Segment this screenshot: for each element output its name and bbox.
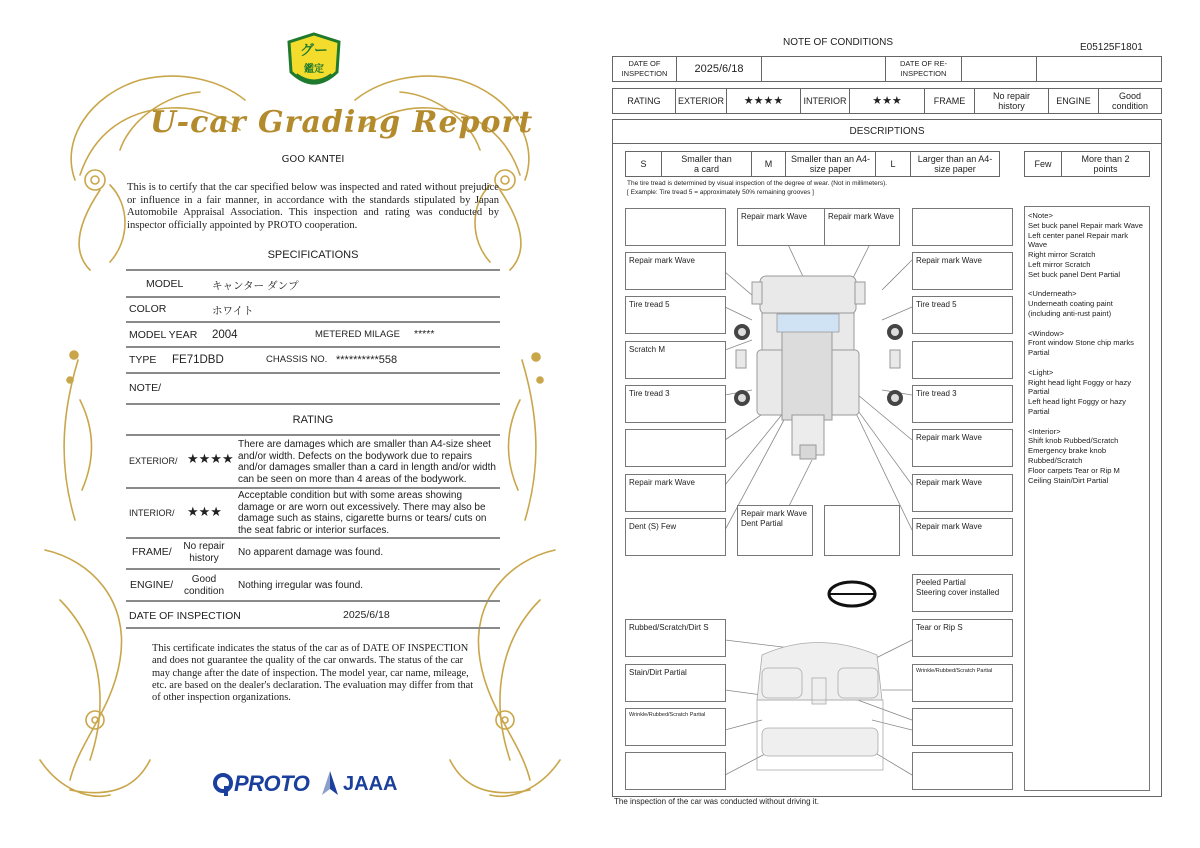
certificate-footnote: This certificate indicates the status of the car as of DATE OF INSPECTION and does not guarantee the quality of the car onwards. The status of the car may change after the date of inspection. The model year, car name, mileage, etc. are based on the dealer's declaration. The evaluation may differ from that of other inspection organizations. <box>152 643 474 704</box>
specifications-title: SPECIFICATIONS <box>267 249 359 261</box>
engine-label: ENGINE/ <box>130 579 174 591</box>
engine-description: Nothing irregular was found. <box>238 580 364 591</box>
interior-stars: ★★★ <box>850 89 925 113</box>
box-interior-right-3 <box>912 708 1013 746</box>
exterior-stars: ★★★★ <box>727 89 801 113</box>
conditions-title: NOTE OF CONDITIONS <box>783 37 893 48</box>
proto-logo <box>212 770 309 798</box>
tire-note: The tire tread is determined by visual inspection of the degree of wear. (Not in millimeters). <box>627 180 888 187</box>
date-value: 2025/6/18 <box>343 609 390 621</box>
chassis-value: **********558 <box>336 354 398 366</box>
box-right-1: Repair mark Wave <box>912 252 1013 290</box>
box-interior-left-3: Wrinkle/Rubbed/Scratch Partial <box>625 708 726 746</box>
box-right-5: Repair mark Wave <box>912 429 1013 467</box>
box-right-6: Repair mark Wave <box>912 474 1013 512</box>
date-blank-1 <box>762 57 886 81</box>
interior-description: Acceptable condition but with some areas showing damage or are worn out excessively. There may also be damage such as stains, cigarette burns or tears/ cuts on the seat fabric or interior surfaces. <box>238 490 487 536</box>
engine-label: ENGINE <box>1049 89 1099 113</box>
rating-label: RATING <box>613 89 676 113</box>
date-inspection-label: DATE OF INSPECTION <box>613 57 677 81</box>
box-left-3: Scratch M <box>625 341 726 379</box>
box-interior-right-4 <box>912 752 1013 790</box>
metered-label: METERED MILAGE <box>315 329 400 340</box>
box-left-2: Tire tread 5 <box>625 296 726 334</box>
legend-l-desc: Larger than an A4-size paper <box>917 154 993 174</box>
frame-label: FRAME/ <box>132 546 172 558</box>
legend-few: Few <box>1025 152 1062 176</box>
box-right-3 <box>912 341 1013 379</box>
engine-value: Good condition <box>1111 91 1149 111</box>
jaaa-logo-text: JAAA <box>343 772 398 795</box>
conditions-footer: The inspection of the car was conducted without driving it. <box>614 797 819 806</box>
box-left-7: Dent (S) Few <box>625 518 726 556</box>
box-right-2: Tire tread 5 <box>912 296 1013 334</box>
box-interior-left-2: Stain/Dirt Partial <box>625 664 726 702</box>
box-left-6: Repair mark Wave <box>625 474 726 512</box>
rating-title: RATING <box>292 414 334 426</box>
interior-label: INTERIOR <box>801 89 850 113</box>
frame-description: No apparent damage was found. <box>238 547 384 558</box>
box-top-2: Repair mark Wave <box>737 208 838 246</box>
exterior-label: EXTERIOR/ <box>129 456 178 466</box>
box-bottom-2: Repair mark Wave Dent Partial <box>737 505 813 556</box>
box-left-1: Repair mark Wave <box>625 252 726 290</box>
exterior-description: There are damages which are smaller than A4-size sheet and/or width. Defects on the bodywork due to repairs and/or damages smaller than a card in length and/or width can be seen on more than 4 areas of the bodywork. <box>238 439 496 485</box>
certificate-intro: This is to certify that the car specified below was inspected and rated without prejudice or influence in a fair manner, in accordance with the standards stipulated by Japan Automobile Appraisal Association. This inspection and rating was conducted by inspector officially appointed by PROTO cooperation. <box>127 182 499 231</box>
legend-m-desc: Smaller than an A4-size paper <box>786 152 876 176</box>
brand-name: GOO KANTEI <box>281 154 345 165</box>
frame-value: No repair history <box>183 541 225 564</box>
box-top-4 <box>912 208 1013 246</box>
certificate-title: U-car Grading Report <box>150 105 534 140</box>
frame-value: No repair history <box>975 89 1049 113</box>
box-interior-right-2: Wrinkle/Rubbed/Scratch Partial <box>912 664 1013 702</box>
box-right-4: Tire tread 3 <box>912 385 1013 423</box>
model-year-value: 2004 <box>212 329 238 341</box>
box-interior-left-4 <box>625 752 726 790</box>
date-blank-2 <box>962 57 1037 81</box>
legend-s-desc: Smaller than a card <box>662 152 752 176</box>
report-code: E05125F1801 <box>1080 42 1143 53</box>
model-year-label: MODEL YEAR <box>129 329 198 341</box>
steering-wheel-icon <box>829 582 875 606</box>
chassis-label: CHASSIS NO. <box>266 354 328 365</box>
descriptions-title: DESCRIPTIONS <box>613 120 1161 144</box>
proto-logo-text: PROTO <box>234 771 310 796</box>
note-label: NOTE/ <box>129 382 162 394</box>
box-top-1 <box>625 208 726 246</box>
box-bottom-3 <box>824 505 900 556</box>
box-top-3: Repair mark Wave <box>824 208 900 246</box>
box-left-4: Tire tread 3 <box>625 385 726 423</box>
legend-l: L <box>876 152 911 176</box>
jaaa-logo-icon <box>320 771 340 797</box>
color-value: ホワイト <box>212 305 254 317</box>
interior-label: INTERIOR/ <box>129 508 175 518</box>
model-value: キャンター ダンプ <box>212 280 299 292</box>
badge-sub: 鑑定 <box>304 64 324 75</box>
proto-logo-icon <box>212 772 234 796</box>
box-interior-left-1: Rubbed/Scratch/Dirt S <box>625 619 726 657</box>
exterior-stars: ★★★★ <box>187 451 234 466</box>
box-steering: Peeled Partial Steering cover installed <box>912 574 1013 612</box>
type-label: TYPE <box>129 354 157 366</box>
model-label: MODEL <box>146 278 184 290</box>
badge-text: グー <box>300 43 328 59</box>
exterior-label: EXTERIOR <box>676 89 727 113</box>
cab-roof <box>760 276 856 314</box>
type-value: FE71DBD <box>172 354 224 366</box>
legend-s: S <box>626 152 662 176</box>
interior-stars: ★★★ <box>187 504 222 519</box>
date-inspection-value: 2025/6/18 <box>677 57 762 81</box>
goo-kantei-badge <box>287 32 341 92</box>
date-label: DATE OF INSPECTION <box>129 610 241 622</box>
legend-few-desc: More than 2 points <box>1081 154 1130 174</box>
tire-example: [ Example: Tire tread 5 = approximately 50% remaining grooves ] <box>627 189 814 196</box>
jaaa-logo <box>320 770 397 798</box>
reinspection-label: DATE OF RE-INSPECTION <box>886 57 962 81</box>
color-label: COLOR <box>129 303 167 315</box>
metered-value: ***** <box>414 328 435 340</box>
box-right-7: Repair mark Wave <box>912 518 1013 556</box>
frame-label: FRAME <box>925 89 975 113</box>
notes-list: <Note> Set buck panel Repair mark Wave Left center panel Repair mark Wave Right mirror Scratch Left mirror Scratch Set buck panel Dent Partial <Underneath> Underneath coating paint (including anti-rust paint) <Window> Front window Stone chip marks Partial <Light> Right head light Foggy or hazy Partial Left head light Foggy or hazy Partial <Interior> Shift knob Rubbed/Scratch Emergency brake knob Rubbed/Scratch Floor carpets Tear or Rip M Ceiling Stain/Dirt Partial <box>1024 206 1150 791</box>
legend-m: M <box>752 152 786 176</box>
box-interior-right-1: Tear or Rip S <box>912 619 1013 657</box>
engine-value: Good condition <box>183 574 225 597</box>
box-left-5 <box>625 429 726 467</box>
